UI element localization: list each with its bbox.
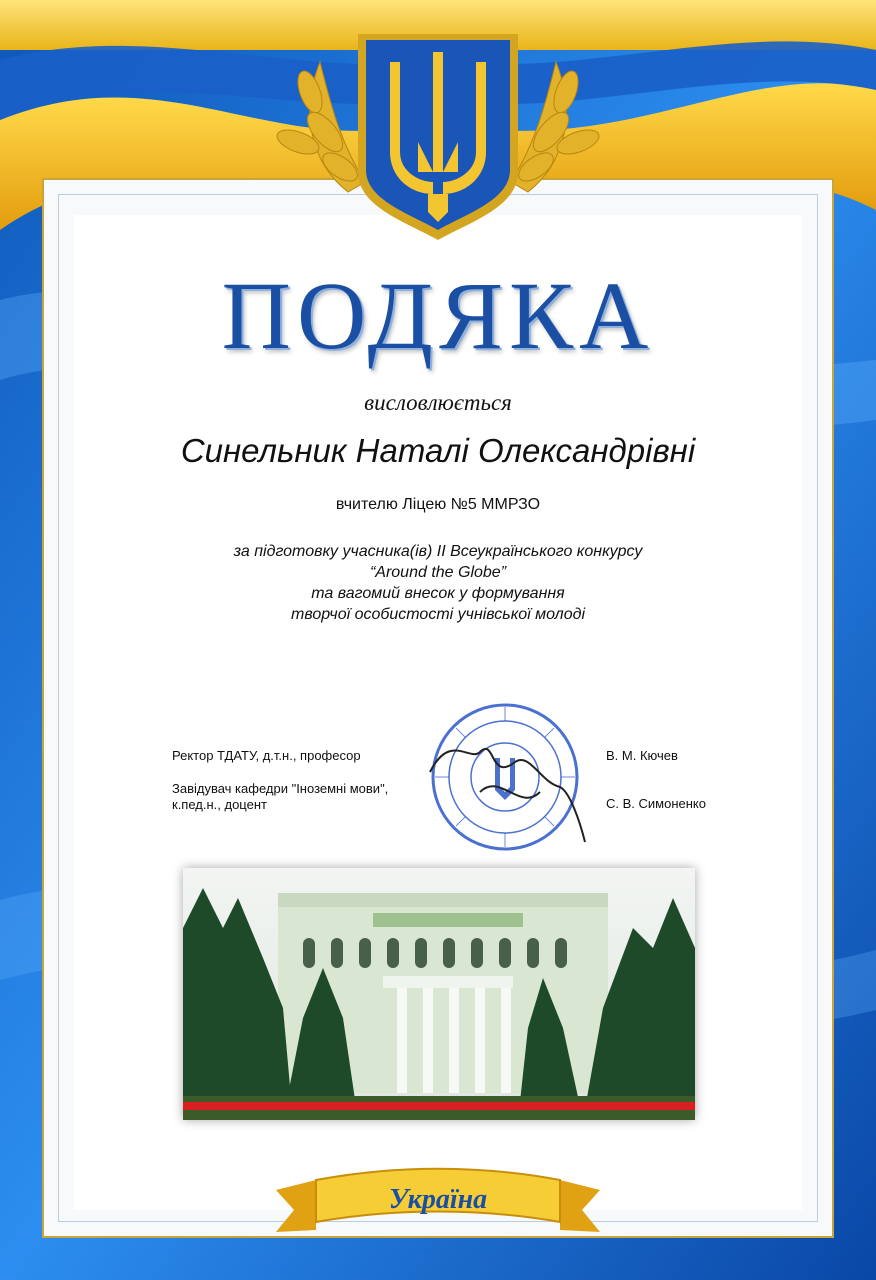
coat-of-arms-icon [270,22,606,242]
recipient-position: вчителю Ліцею №5 ММРЗО [335,496,541,513]
reason-line: творчої особистості учнівської молоді [291,606,585,623]
reason-line: та вагомий внесок у формування [311,585,565,602]
reason-line: за підготовку учасника(ів) ІІ Всеукраїнського конкурсу [233,543,643,560]
ukraine-banner [276,1160,600,1240]
university-building-photo [183,868,695,1120]
university-building-image [183,868,695,1120]
expresses-text: висловлюється [364,390,512,415]
signatory-role: Ректор ТДАТУ, д.т.н., професор [172,748,361,763]
banner-label: Україна [388,1184,488,1215]
recipient-name: Синельник Наталі Олександрівні [180,432,696,469]
reason-line: “Around the Globe” [369,564,507,581]
signatory-role: Завідувач кафедри "Іноземні мови", [172,781,389,796]
official-stamp-icon [420,692,590,862]
certificate-title: ПОДЯКА [221,262,655,369]
signatory-name: В. М. Кючев [606,748,678,763]
signatory-name: С. В. Симоненко [606,796,706,811]
signatory-role: к.пед.н., доцент [172,797,267,812]
